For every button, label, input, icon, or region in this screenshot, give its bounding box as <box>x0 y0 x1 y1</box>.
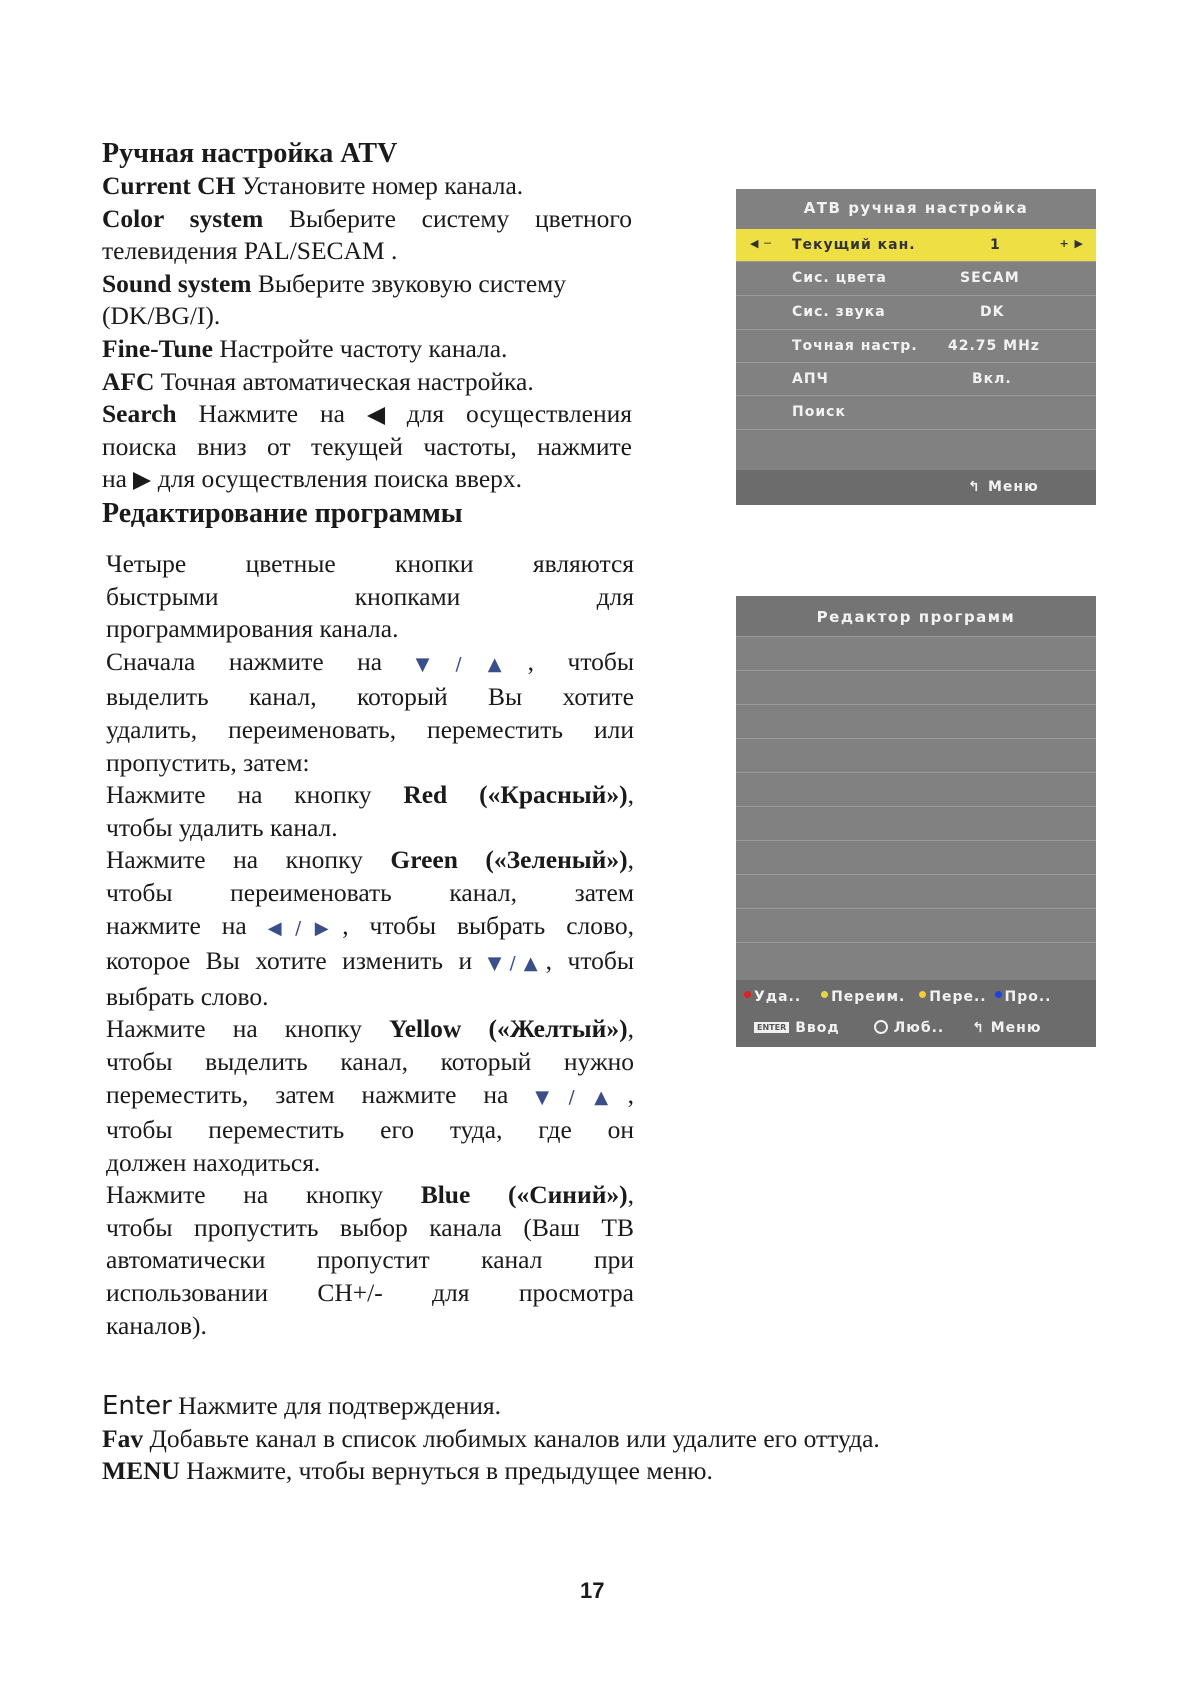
menu-line: MENU Нажмите, чтобы вернуться в предыдущее меню. <box>102 1456 713 1486</box>
menu-hint[interactable]: Меню <box>988 479 1039 495</box>
channel-row[interactable] <box>736 908 1096 942</box>
yellow-dot-icon <box>919 991 926 998</box>
color-system-row[interactable]: Сис. цвета SECAM <box>736 261 1096 293</box>
green-line-4: которое Вы хотите изменить и ▼/▲, чтобы <box>106 946 635 976</box>
red-dot-icon <box>744 991 751 998</box>
green-line-1: Нажмите на кнопку Green («Зеленый»), <box>106 845 634 875</box>
yellow-line-2: чтобы выделить канал, который нужно <box>106 1046 634 1076</box>
blue-line-4: использовании CH+/- для просмотра <box>106 1278 634 1308</box>
fav-line: Fav Добавьте канал в список любимых каналов или удалите его оттуда. <box>102 1423 880 1453</box>
left-arrow-icon: ◀ ─ <box>750 237 772 250</box>
channel-row[interactable] <box>736 942 1096 976</box>
edit-section <box>106 548 634 1342</box>
channel-row[interactable] <box>736 840 1096 874</box>
green-line-3: нажмите на ◀/▶, чтобы выбрать слово, <box>106 910 635 940</box>
blue-dot-icon <box>995 991 1002 998</box>
fav-key-icon <box>874 1020 888 1034</box>
color-buttons-row <box>744 989 1052 1005</box>
green-line-5: выбрать слово. <box>106 981 269 1011</box>
atv-title: Ручная настройка ATV <box>102 138 398 169</box>
sound-system-row[interactable]: Сис. звука DK <box>736 295 1096 327</box>
right-arrow-icon: + ▶ <box>1059 237 1084 250</box>
green-button[interactable]: Переим. <box>821 989 905 1005</box>
fine-tune-line: Fine-Tune Настройте частоту канала. <box>102 333 508 363</box>
first-line-1: Сначала нажмите на ▼/▲, чтобы <box>106 646 634 676</box>
program-editor-screen <box>736 596 1096 1047</box>
menu-hint[interactable]: ↰ Меню <box>972 1020 1042 1036</box>
yellow-line-1: Нажмите на кнопку Yellow («Желтый»), <box>106 1014 634 1044</box>
enter-line: Enter Нажмите для подтверждения. <box>102 1391 501 1421</box>
channel-row[interactable] <box>736 704 1096 738</box>
channel-row[interactable] <box>736 636 1096 670</box>
return-icon: ↰ <box>968 479 981 495</box>
atv-section <box>102 138 632 530</box>
first-line-3: удалить, переименовать, переместить или <box>106 714 634 744</box>
green-dot-icon <box>821 991 828 998</box>
blue-line-5: каналов). <box>106 1310 207 1340</box>
channel-row[interactable] <box>736 772 1096 806</box>
enter-key-icon: ENTER <box>754 1022 789 1033</box>
left-right-arrow-icon: ◀/▶ <box>267 917 343 939</box>
editor-screen-footer <box>736 980 1096 1047</box>
channel-row[interactable] <box>736 874 1096 908</box>
current-channel-row[interactable]: ◀ ─ Текущий кан. 1 + ▶ <box>736 229 1096 261</box>
edit-title: Редактирование программы <box>102 497 463 529</box>
first-line-4: пропустить, затем: <box>106 747 310 777</box>
red-line-1: Нажмите на кнопку Red («Красный»), <box>106 780 634 810</box>
search-row[interactable]: Поиск <box>736 395 1096 427</box>
search-line: Search Нажмите на для осуществления <box>102 399 632 429</box>
search-line-2: поиска вниз от текущей частоты, нажмите <box>102 431 632 461</box>
left-triangle-icon <box>367 407 385 425</box>
sound-system-line: Sound system Выберите звуковую систему <box>102 268 567 298</box>
intro-line-3: программирования канала. <box>106 614 399 644</box>
green-line-2: чтобы переименовать канал, затем <box>106 877 634 907</box>
atv-screen-footer <box>736 470 1096 505</box>
page-number: 17 <box>580 1578 605 1603</box>
yellow-line-3: переместить, затем нажмите на ▼/▲, <box>106 1079 634 1109</box>
blue-button[interactable]: Про.. <box>995 989 1052 1005</box>
red-button[interactable]: Уда.. <box>744 989 801 1005</box>
afc-line: AFC Точная автоматическая настройка. <box>102 366 534 396</box>
up-down-arrow-icon: ▼/▲ <box>487 953 546 975</box>
right-triangle-icon <box>133 472 151 490</box>
keys-section <box>102 1390 1062 1488</box>
atv-tuning-screen <box>736 189 1096 505</box>
blue-line-1: Нажмите на кнопку Blue («Синий»), <box>106 1180 634 1210</box>
editor-screen-title: Редактор программ <box>816 608 1016 626</box>
color-system-line: Color system Выберите систему цветного <box>102 203 632 233</box>
up-down-arrow-icon: ▼/▲ <box>535 1086 628 1108</box>
current-ch-line: Current CH Установите номер канала. <box>102 171 524 200</box>
yellow-line-5: должен находиться. <box>106 1147 321 1177</box>
channel-row[interactable] <box>736 738 1096 772</box>
blue-line-3: автоматически пропустит канал при <box>106 1245 634 1275</box>
search-line-3: на для осуществления поиска вверх. <box>102 464 523 494</box>
key-hints-row <box>754 1020 1041 1036</box>
fine-tune-row[interactable]: Точная настр. 42.75 MHz <box>736 329 1096 361</box>
sound-system-line-2: (DK/BG/I). <box>102 301 221 331</box>
yellow-line-4: чтобы переместить его туда, где он <box>106 1115 634 1145</box>
yellow-button[interactable]: Пере.. <box>919 989 986 1005</box>
intro-line-2: быстрыми кнопками для <box>106 581 634 611</box>
atv-screen-title: АТВ ручная настройка <box>803 199 1029 217</box>
first-line-2: выделить канал, который Вы хотите <box>106 682 634 712</box>
fav-hint[interactable]: Люб.. <box>874 1020 945 1036</box>
enter-hint[interactable]: ENTER Ввод <box>754 1020 840 1036</box>
up-down-arrow-icon: ▼/▲ <box>415 653 528 675</box>
intro-line-1: Четыре цветные кнопки являются <box>106 549 634 578</box>
color-system-line-2: телевидения PAL/SECAM . <box>102 236 398 266</box>
channel-row[interactable] <box>736 806 1096 840</box>
return-icon: ↰ <box>972 1020 985 1036</box>
red-line-2: чтобы удалить канал. <box>106 812 338 842</box>
empty-row <box>736 429 1096 461</box>
channel-row[interactable] <box>736 670 1096 704</box>
blue-line-2: чтобы пропустить выбор канала (Ваш ТВ <box>106 1212 634 1242</box>
afc-row[interactable]: АПЧ Вкл. <box>736 362 1096 394</box>
